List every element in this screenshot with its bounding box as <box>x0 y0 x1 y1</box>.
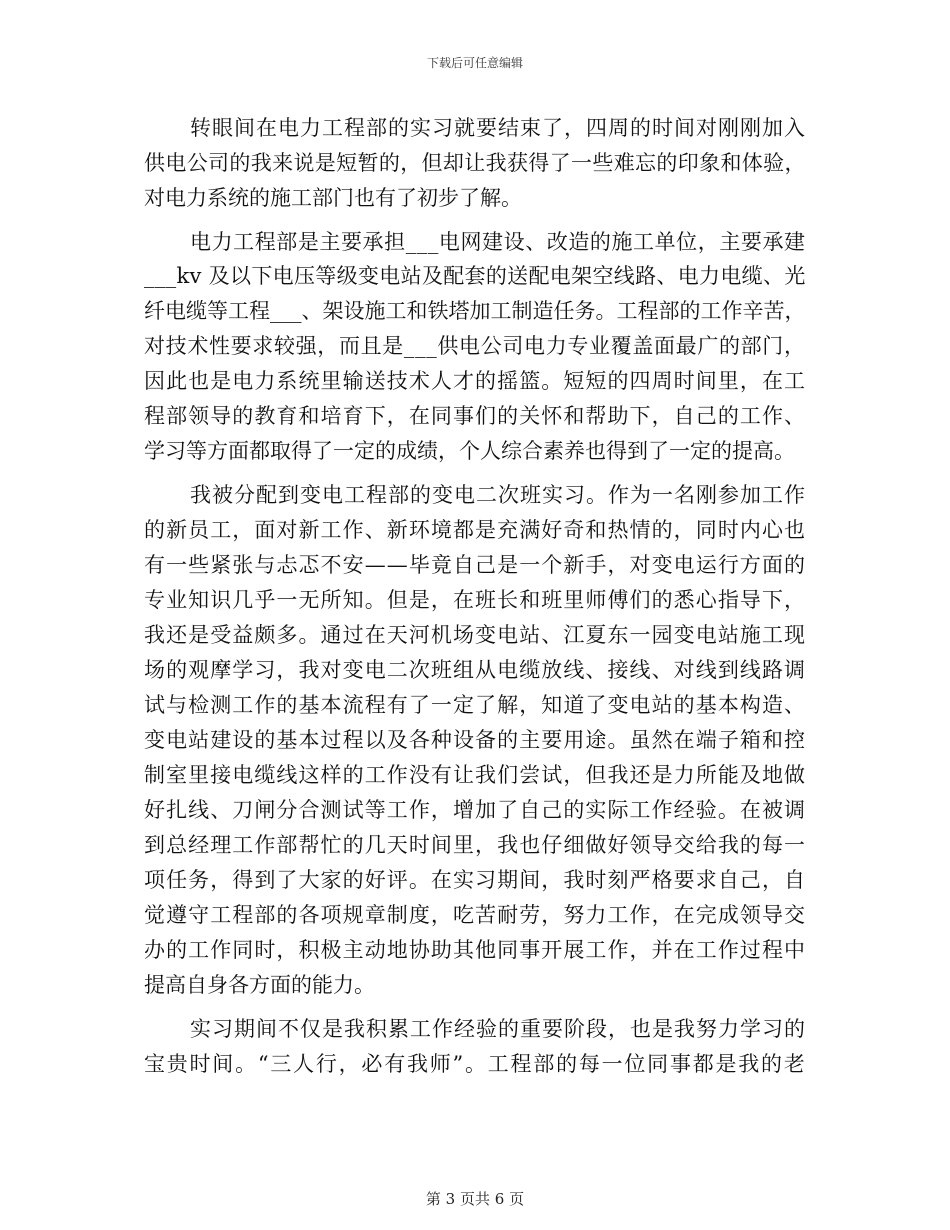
page-header: 下载后可任意编辑 <box>426 56 523 70</box>
text-line: 有一些紧张与忐忑不安——毕竟自己是一个新手，对变电运行方面的 <box>144 553 807 577</box>
text-line: 制室里接电缆线这样的工作没有让我们尝试，但我还是力所能及地做 <box>144 763 807 787</box>
text-line: 好扎线、刀闸分合测试等工作，增加了自己的实际工作经验。在被调 <box>144 798 807 822</box>
text-line: 程部领导的教育和培育下，在同事们的关怀和帮助下，自己的工作、 <box>144 404 807 428</box>
text-line: 对技术性要求较强，而且是___供电公司电力专业覆盖面最广的部门， <box>144 334 806 358</box>
text-line: 试与检测工作的基本流程有了一定了解，知道了变电站的基本构造、 <box>144 693 807 717</box>
text-line: ___kv 及以下电压等级变电站及配套的送配电架空线路、电力电缆、光 <box>144 264 806 288</box>
text-line: 场的观摩学习，我对变电二次班组从电缆放线、接线、对线到线路调 <box>144 658 807 682</box>
text-line: 实习期间不仅是我积累工作经验的重要阶段，也是我努力学习的 <box>190 1017 806 1041</box>
text-line: 供电公司的我来说是短暂的，但却让我获得了一些难忘的印象和体验， <box>144 151 806 175</box>
text-line: 学习等方面都取得了一定的成绩，个人综合素养也得到了一定的提高。 <box>144 439 795 463</box>
text-line: 办的工作同时，积极主动地协助其他同事开展工作，并在工作过程中 <box>144 938 807 962</box>
text-line: 宝贵时间。“三人行，必有我师”。工程部的每一位同事都是我的老 <box>144 1052 807 1076</box>
text-line: 因此也是电力系统里输送技术人才的摇篮。短短的四周时间里，在工 <box>144 369 807 393</box>
text-line: 到总经理工作部帮忙的几天时间里，我也仔细做好领导交给我的每一 <box>144 833 807 857</box>
text-line: 对电力系统的施工部门也有了初步了解。 <box>144 186 522 210</box>
text-line: 电力工程部是主要承担___电网建设、改造的施工单位，主要承建 <box>190 230 806 254</box>
page-footer: 第 3 页共 6 页 <box>425 1190 525 1208</box>
text-line: 项任务，得到了大家的好评。在实习期间，我时刻严格要求自己，自 <box>144 868 807 892</box>
text-line: 觉遵守工程部的各项规章制度，吃苦耐劳，努力工作，在完成领导交 <box>144 903 807 927</box>
text-line: 转眼间在电力工程部的实习就要结束了，四周的时间对刚刚加入 <box>190 116 806 140</box>
text-line: 我还是受益颇多。通过在天河机场变电站、江夏东一园变电站施工现 <box>144 623 807 647</box>
text-line: 纤电缆等工程___、架设施工和铁塔加工制造任务。工程部的工作辛苦， <box>144 299 806 323</box>
text-line: 我被分配到变电工程部的变电二次班实习。作为一名刚参加工作 <box>190 483 806 507</box>
text-line: 的新员工，面对新工作、新环境都是充满好奇和热情的，同时内心也 <box>144 518 807 542</box>
text-line: 变电站建设的基本过程以及各种设备的主要用途。虽然在端子箱和控 <box>144 728 807 752</box>
text-line: 提高自身各方面的能力。 <box>144 973 375 997</box>
text-line: 专业知识几乎一无所知。但是，在班长和班里师傅们的悉心指导下， <box>144 588 807 612</box>
